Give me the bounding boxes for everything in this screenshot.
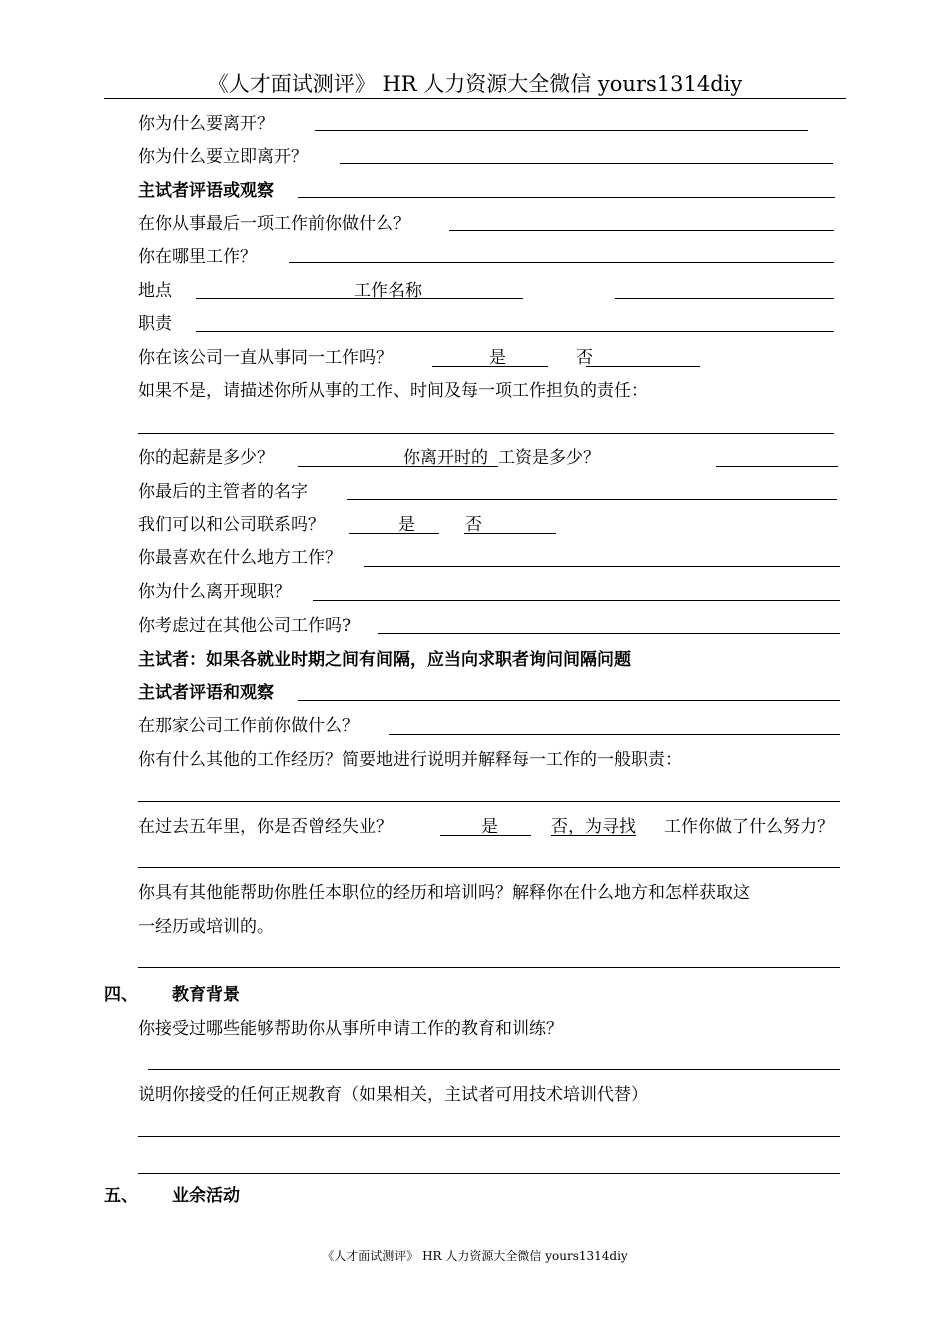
page-header: 《人才面试测评》 HR 人力资源大全微信 yours1314diy	[207, 72, 743, 96]
answer-line[interactable]	[364, 566, 840, 567]
option-no[interactable]: 否	[576, 348, 593, 368]
q-education-training: 你接受过哪些能够帮助你从事所申请工作的教育和训练？	[138, 1019, 563, 1039]
q-same-job: 你在该公司一直从事同一工作吗？	[138, 348, 393, 368]
page-footer: 《人才面试测评》 HR 人力资源大全微信 yours1314diy	[322, 1249, 628, 1263]
q-last-supervisor: 你最后的主管者的名字	[138, 482, 308, 502]
answer-line[interactable]	[138, 801, 840, 802]
section-title-education: 教育背景	[172, 985, 240, 1005]
q-before-last-job: 在你从事最后一项工作前你做什么？	[138, 214, 410, 234]
option-yes[interactable]: 是	[481, 817, 498, 837]
q-favorite-place: 你最喜欢在什么地方工作？	[138, 548, 342, 568]
header-rule	[104, 98, 846, 99]
answer-line[interactable]	[298, 700, 840, 701]
q-start-salary: 你的起薪是多少？	[138, 448, 274, 468]
q-find-job-effort: 工作你做了什么努力？	[664, 817, 834, 837]
section-number-education: 四、	[104, 985, 138, 1005]
answer-line[interactable]	[340, 163, 833, 164]
q-other-help-line2: 一经历或培训的。	[138, 917, 274, 937]
q-where-work: 你在哪里工作？	[138, 247, 257, 267]
answer-line[interactable]	[138, 1173, 840, 1174]
q-leave-salary-underlined: 你离开时的	[403, 448, 488, 468]
q-contact-company: 我们可以和公司联系吗？	[138, 515, 325, 535]
q-why-leave-current: 你为什么离开现职？	[138, 582, 291, 602]
q-why-leave: 你为什么要离开？	[138, 114, 274, 134]
q-why-leave-now: 你为什么要立即离开？	[138, 147, 308, 167]
no-line[interactable]	[586, 366, 700, 367]
answer-line[interactable]	[315, 130, 808, 131]
q-if-not: 如果不是，请描述你所从事的工作、时间及每一项工作担负的责任：	[138, 381, 648, 401]
answer-line[interactable]	[138, 867, 840, 868]
answer-line[interactable]	[449, 230, 834, 231]
q-before-that-company: 在那家公司工作前你做什么？	[138, 716, 359, 736]
label-location: 地点	[138, 281, 172, 301]
q-considered-other: 你考虑过在其他公司工作吗?	[138, 616, 352, 636]
q-other-help-line1: 你具有其他能帮助你胜任本职位的经历和培训吗？解释你在什么地方和怎样获取这	[138, 883, 750, 903]
q-formal-education: 说明你接受的任何正规教育（如果相关，主试者可用技术培训代替）	[138, 1085, 648, 1105]
answer-line[interactable]	[313, 600, 840, 601]
option-no[interactable]: 否	[465, 515, 482, 535]
answer-line[interactable]	[389, 734, 840, 735]
interviewer-comments-label: 主试者评语或观察	[138, 181, 274, 201]
answer-line[interactable]	[298, 197, 835, 198]
answer-line[interactable]	[289, 262, 834, 263]
section-title-leisure: 业余活动	[172, 1186, 240, 1206]
answer-line[interactable]	[378, 633, 840, 634]
answer-line[interactable]	[148, 1069, 840, 1070]
job-title-line[interactable]	[615, 298, 834, 299]
option-yes[interactable]: 是	[489, 348, 506, 368]
leave-salary-line[interactable]	[716, 466, 838, 467]
option-no-find-job: 否，为寻找	[551, 817, 636, 837]
yes-line[interactable]	[349, 533, 439, 534]
section-number-leisure: 五、	[104, 1186, 138, 1206]
interviewer-gap-note: 主试者：如果各就业时期之间有间隔，应当向求职者询问间隔问题	[138, 650, 631, 670]
answer-line[interactable]	[138, 967, 840, 968]
answer-line[interactable]	[138, 433, 834, 434]
label-duties: 职责	[138, 314, 172, 334]
interviewer-comments-label-2: 主试者评语和观察	[138, 683, 274, 703]
option-yes[interactable]: 是	[398, 515, 415, 535]
answer-line[interactable]	[347, 499, 837, 500]
q-unemployed: 在过去五年里，你是否曾经失业？	[138, 817, 393, 837]
answer-line[interactable]	[196, 331, 834, 332]
label-job-title: 工作名称	[354, 281, 422, 301]
q-leave-salary: 工资是多少？	[498, 448, 600, 468]
q-other-experience: 你有什么其他的工作经历？简要地进行说明并解释每一工作的一般职责：	[138, 750, 682, 770]
answer-line[interactable]	[138, 1136, 840, 1137]
